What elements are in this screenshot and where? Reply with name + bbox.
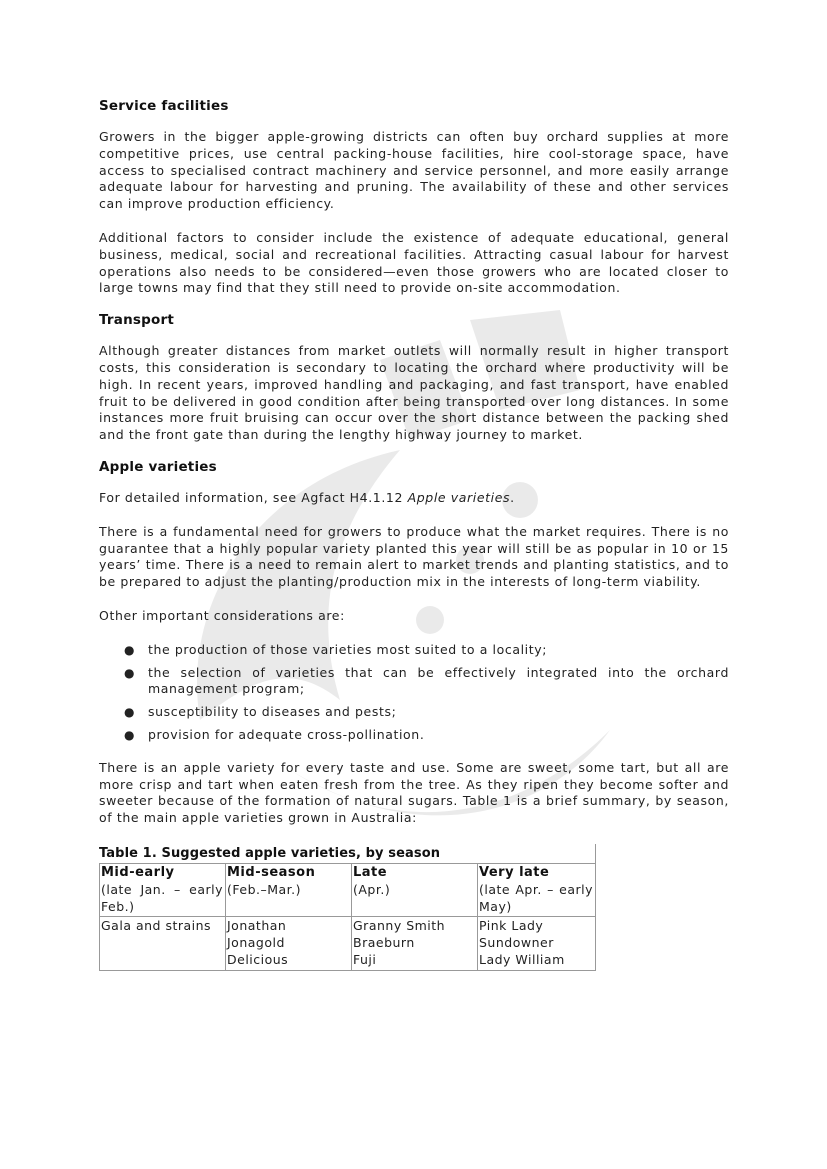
variety-name: Granny Smith [353, 918, 446, 934]
variety-name: Jonagold [227, 935, 285, 951]
table-row [100, 917, 596, 970]
bullet-icon: ● [124, 642, 136, 657]
paragraph: Although greater distances from market outlets will normally result in higher transport costs, this consideration is secondary to locating the orchard where productivity will be high. In recent years, improved handling and packaging, and fast transport, have enabled fruit to be delivered in good condition after being transported over long distances. In some instances more fruit bruising can occur over the short distance between the packing shed and the front gate than during the lengthy highway journey to market. [99, 343, 729, 443]
paragraph: There is an apple variety for every taste and use. Some are sweet, some tart, but all are more crisp and tart when eaten fresh from the tree. As they ripen they become softer and sweeter because of the formation of natural sugars. Table 1 is a brief summary, by season, of the main apple varieties grown in Australia: [99, 759, 729, 826]
document-page [99, 97, 729, 971]
table-cell [100, 917, 226, 970]
paragraph: Other important considerations are: [99, 607, 345, 623]
paragraph: Additional factors to consider include the existence of adequate educational, general business, medical, social and recreational facilities. Attracting casual labour for harvest operations also needs to be considered—even those growers who are located closer to large towns may find that they still need to provide on-site accommodation. [99, 229, 729, 296]
variety-name: Pink Lady [479, 918, 544, 934]
section-heading-service: Service facilities [99, 98, 229, 114]
header-title: Mid-early [101, 864, 175, 880]
table-cell [478, 917, 596, 970]
table-header-cell [226, 863, 352, 916]
paragraph: There is a fundamental need for growers to produce what the market requires. There is no guarantee that a highly popular variety planted this year will still be as popular in 10 or 15 years’ time. There is a need to remain alert to market trends and planting statistics, and to be prepared to adjust the planting/production mix in the interests of long-term viability. [99, 523, 729, 590]
paragraph: Growers in the bigger apple-growing districts can often buy orchard supplies at more competitive prices, use central packing-house facilities, hire cool-storage space, have access to specialised contract machinery and service personnel, and more easily arrange adequate labour for harvesting and pruning. The availability of these and other services can improve production efficiency. [99, 129, 729, 212]
reference-suffix: . [510, 489, 515, 505]
section-heading-varieties: Apple varieties [99, 458, 217, 475]
variety-name: Sundowner [479, 935, 554, 951]
table-caption: Table 1. Suggested apple varieties, by season [99, 844, 596, 863]
bullet-icon: ● [124, 727, 136, 742]
list-item [99, 704, 729, 721]
variety-name: Fuji [353, 951, 377, 967]
variety-name: Jonathan [227, 918, 287, 934]
reference-prefix: For detailed information, see Agfact H4.1.12 [99, 489, 408, 505]
list-item-text: provision for adequate cross-pollination. [148, 726, 425, 742]
variety-name: Gala and strains [101, 918, 212, 934]
table-cell [352, 917, 478, 970]
table-header-cell [352, 863, 478, 916]
header-subtitle: (Apr.) [353, 881, 391, 897]
header-title: Very late [479, 864, 550, 880]
section-heading-transport: Transport [99, 312, 174, 329]
list-item [99, 642, 729, 659]
bullet-icon: ● [124, 665, 136, 680]
variety-name: Braeburn [353, 935, 415, 951]
header-subtitle: (Feb.–Mar.) [227, 881, 302, 897]
header-subtitle: (late Apr. – early May) [479, 881, 593, 914]
list-item [99, 727, 729, 744]
table-cell [226, 917, 352, 970]
header-title: Late [353, 864, 388, 880]
reference-paragraph [99, 490, 729, 507]
variety-name: Lady William [479, 951, 565, 967]
considerations-list [99, 642, 729, 744]
bullet-icon: ● [124, 705, 136, 720]
table-header-cell [100, 863, 226, 916]
header-subtitle: (late Jan. – early Feb.) [101, 881, 223, 914]
list-item-text: susceptibility to diseases and pests; [148, 704, 397, 720]
header-title: Mid-season [227, 864, 316, 880]
varieties-table [99, 844, 596, 971]
variety-name: Delicious [227, 951, 289, 967]
list-item [99, 665, 729, 699]
list-item-text: the production of those varieties most suited to a locality; [148, 641, 548, 657]
table [99, 863, 596, 971]
reference-title: Apple varieties [407, 489, 511, 505]
list-item-text: the selection of varieties that can be effectively integrated into the orchard management program; [148, 664, 729, 697]
table-header-row [100, 863, 596, 916]
table-header-cell [478, 863, 596, 916]
